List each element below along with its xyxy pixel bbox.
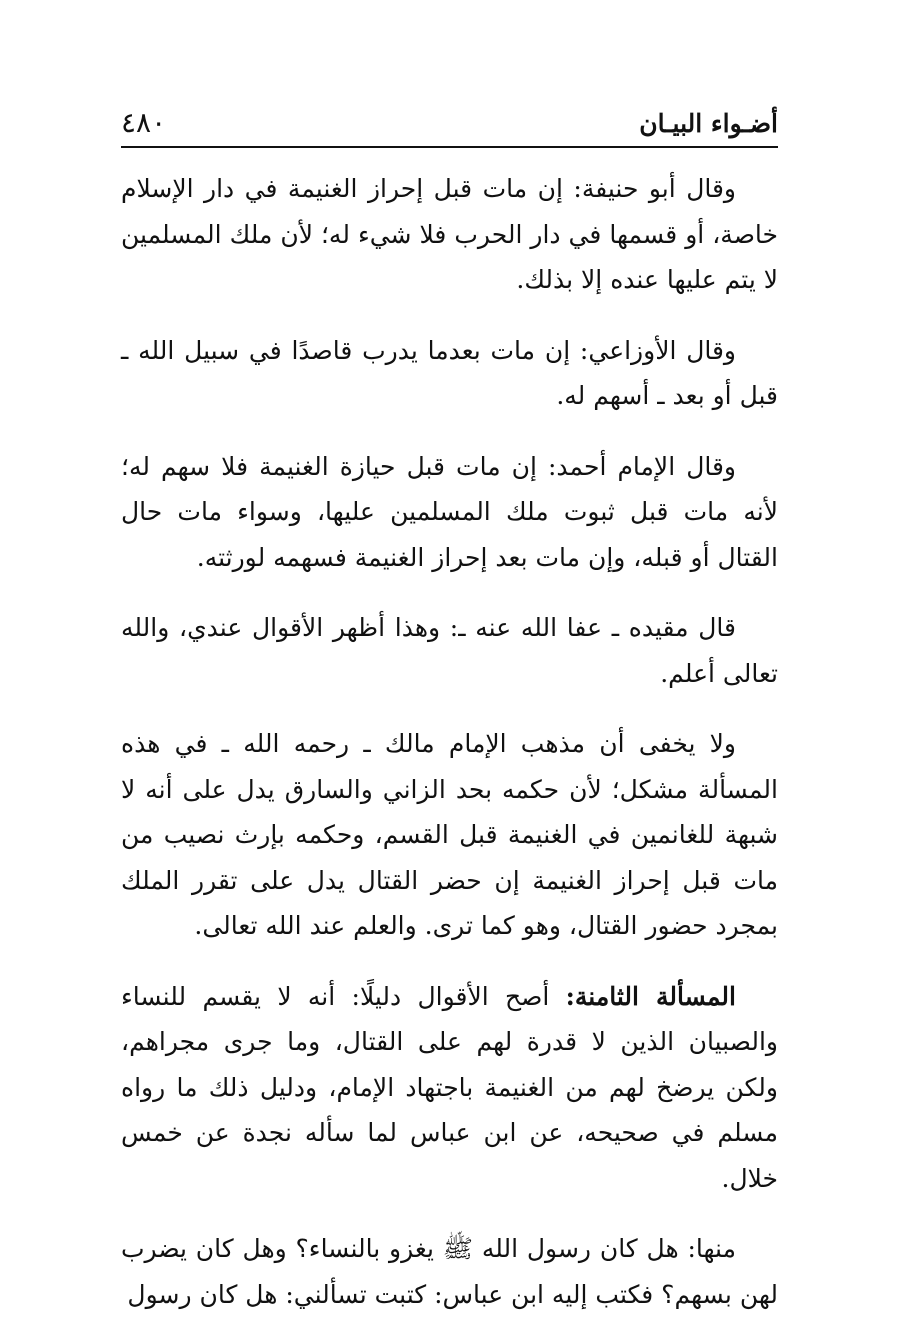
paragraph	[121, 166, 778, 303]
paragraph	[121, 974, 778, 1202]
page-header	[121, 100, 778, 148]
paragraph-text: ولا يخفى أن مذهب الإمام مالك ـ رحمه الله ـ في هذه المسألة مشكل؛ لأن حكمه بحد الزاني والسارق يدل على أنه لا شبهة للغانمين في الغنيمة قبل القسم، وحكمه بإرث نصيب من مات قبل إحراز الغنيمة إن حضر القتال يدل على تقرر الملك بمجرد حضور القتال، وهو كما ترى. والعلم عند الله تعالى.	[121, 729, 779, 940]
paragraph-text: أصح الأقوال دليلًا: أنه لا يقسم للنساء والصبيان الذين لا قدرة لهم على القتال، وما جرى مجراهم، ولكن يرضخ لهم من الغنيمة باجتهاد الإمام، ودليل ذلك ما رواه مسلم في صحيحه، عن ابن عباس لما سأله نجدة عن خمس خلال.	[121, 981, 778, 1193]
page-body	[121, 166, 778, 1342]
paragraph-text: منها: هل كان رسول الله ﷺ يغزو بالنساء؟ وهل كان يضرب لهن بسهم؟ فكتب إليه ابن عباس: كتبت تسألني: هل كان رسول	[121, 1234, 778, 1309]
page-number: ٤٨٠	[121, 106, 167, 139]
paragraph	[121, 721, 778, 949]
paragraph-text: وقال الأوزاعي: إن مات بعدما يدرب قاصدًا في سبيل الله ـ قبل أو بعد ـ أسهم له.	[121, 335, 778, 410]
paragraph	[121, 444, 778, 581]
paragraph-text: وقال أبو حنيفة: إن مات قبل إحراز الغنيمة في دار الإسلام خاصة، أو قسمها في دار الحرب فلا شيء له؛ لأن ملك المسلمين لا يتم عليها عنده إلا بذلك.	[121, 174, 778, 294]
book-title: أضـواء البيـان	[639, 109, 778, 138]
paragraph-text: قال مقيده ـ عفا الله عنه ـ: وهذا أظهر الأقوال عندي، والله تعالى أعلم.	[121, 613, 778, 688]
paragraph	[121, 1226, 778, 1317]
paragraph	[121, 328, 778, 419]
paragraph-text: وقال الإمام أحمد: إن مات قبل حيازة الغنيمة فلا سهم له؛ لأنه مات قبل ثبوت ملك المسلمين عليها، وسواء مات حال القتال أو قبله، وإن مات بعد إحراز الغنيمة فسهمه لورثته.	[121, 451, 778, 572]
section-heading: المسألة الثامنة:	[565, 981, 736, 1011]
paragraph	[121, 605, 778, 696]
